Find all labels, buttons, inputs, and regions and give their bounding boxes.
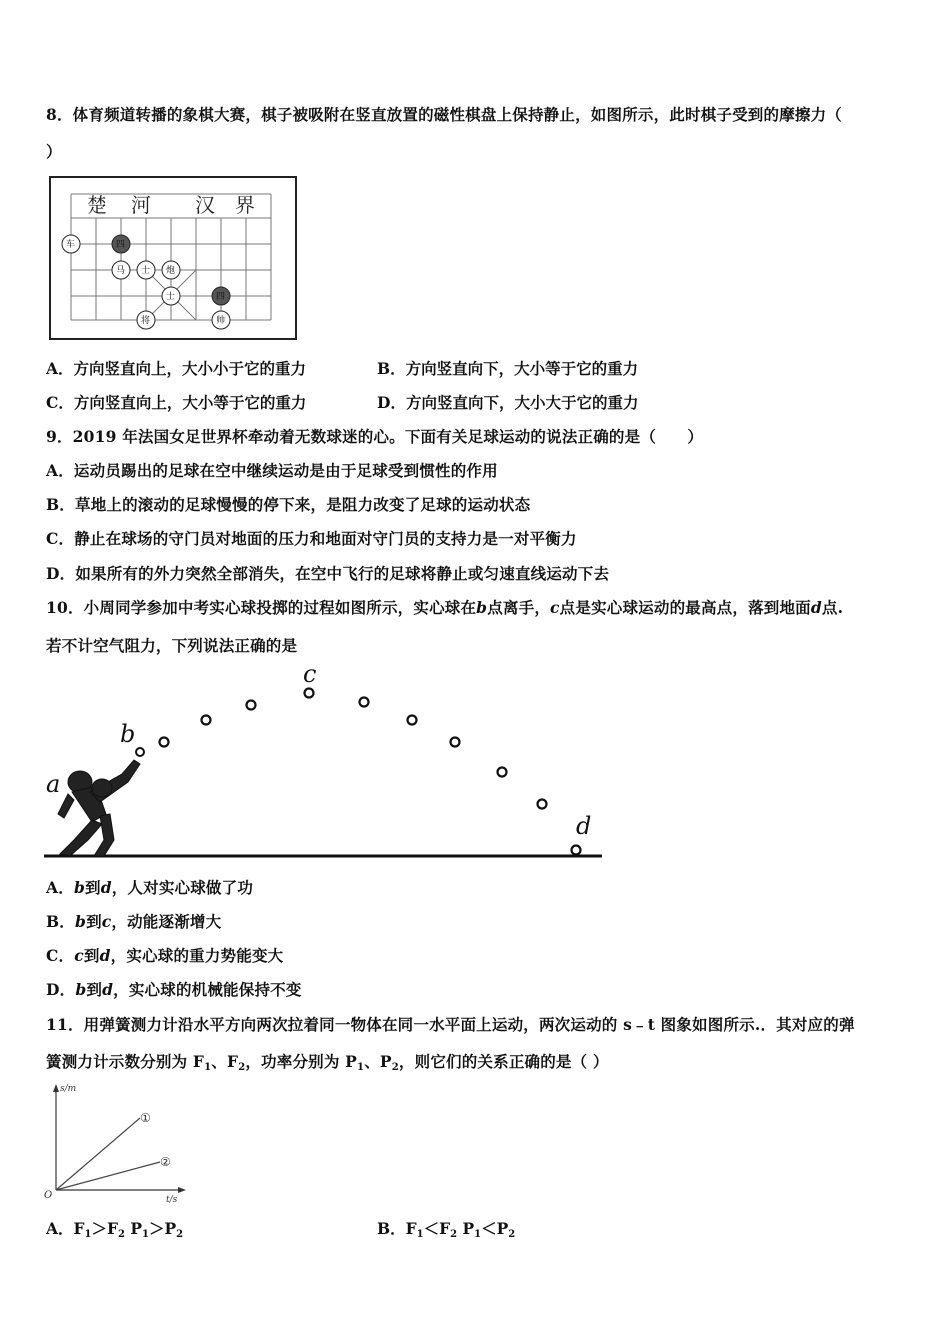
ball-position: [498, 768, 507, 777]
q8-option-d: D．方向竖直向下，大小大于它的重力: [377, 393, 639, 412]
thrower-figure: [58, 760, 140, 856]
y-axis-label: s/m: [60, 1084, 77, 1094]
chess-piece-jiang: [137, 311, 155, 329]
label-d: d: [576, 812, 592, 840]
svg-text:车: 车: [66, 240, 76, 250]
chess-piece-pao: [162, 261, 180, 279]
q8-stem-line1: 8．体育频道转播的象棋大赛，棋子被吸附在竖直放置的磁性棋盘上保持静止，如图所示，此时棋子受到的摩擦力（: [46, 105, 842, 124]
ball-position: [247, 701, 256, 710]
chess-piece-che: [62, 235, 80, 253]
ball-position: [451, 738, 460, 747]
q10-option-b: B．b到c，动能逐渐增大: [46, 912, 222, 931]
q11-option-a: A．$F_1>F_2$ $P_1>P_2$: [46, 1219, 184, 1240]
chess-piece-si-1: [112, 235, 130, 253]
ball-position: [202, 716, 211, 725]
q9-option-a: A．运动员踢出的足球在空中继续运动是由于足球受到惯性的作用: [46, 461, 498, 480]
q10-stem-line1: 10．小周同学参加中考实心球投掷的过程如图所示，实心球在b点离手，c点是实心球运动的最高点，落到地面d点.: [46, 598, 844, 617]
q8-option-b: B．方向竖直向下，大小等于它的重力: [377, 359, 639, 378]
line-2-label: ②: [160, 1155, 171, 1169]
q8-stem-line2: ）: [46, 142, 62, 161]
river-char-3: 汉: [195, 193, 215, 217]
ball-position: [360, 698, 369, 707]
label-b: b: [120, 720, 136, 748]
chess-piece-shi-2: [162, 287, 180, 305]
shot-put-figure: [44, 664, 604, 864]
river-char-4: 界: [235, 193, 255, 217]
ball-position: [572, 846, 581, 855]
q8-option-a: A．方向竖直向上，大小小于它的重力: [46, 359, 307, 378]
q9-option-d: D．如果所有的外力突然全部消失，在空中飞行的足球将静止或匀速直线运动下去: [46, 564, 610, 583]
chess-piece-si-2: [212, 287, 230, 305]
river-char-2: 河: [131, 193, 151, 217]
svg-text:帅: 帅: [216, 316, 226, 326]
chess-piece-shi-1: [137, 261, 155, 279]
svg-text:士: 士: [141, 266, 151, 276]
ball-position: [305, 689, 314, 698]
q8-option-c: C．方向竖直向上，大小等于它的重力: [46, 393, 307, 412]
svg-text:马: 马: [116, 266, 126, 276]
origin-label: O: [44, 1190, 53, 1201]
chessboard-figure: [49, 176, 297, 340]
s-t-graph: [42, 1080, 192, 1204]
q10-option-a: A．b到d，人对实心球做了功: [46, 878, 254, 897]
svg-text:士: 士: [166, 292, 176, 302]
q11-stem-line2: 簧测力计示数分别为 $F_1$、$F_2$，功率分别为 $P_1$、$P_2$，则它们的关系正确的是（ ）: [46, 1052, 609, 1073]
svg-text:四: 四: [116, 240, 126, 250]
river-char-1: 楚: [87, 193, 107, 217]
ball-position: [160, 738, 169, 747]
ball-position: [408, 716, 417, 725]
q11-stem-line1: 11．用弹簧测力计沿水平方向两次拉着同一物体在同一水平面上运动，两次运动的 s﹣t 图象如图所示.．其对应的弹: [46, 1015, 855, 1034]
q11-option-b: B．$F_1<F_2$ $P_1<P_2$: [377, 1219, 516, 1240]
q10-option-d: D．b到d，实心球的机械能保持不变: [46, 980, 302, 999]
svg-text:四: 四: [216, 292, 226, 302]
q9-stem: 9．2019 年法国女足世界杯牵动着无数球迷的心。下面有关足球运动的说法正确的是（ ）: [46, 427, 704, 446]
q10-stem-line2: 若不计空气阻力，下列说法正确的是: [46, 636, 298, 655]
svg-text:将: 将: [141, 316, 151, 326]
ball-position: [538, 800, 547, 809]
svg-text:炮: 炮: [166, 266, 176, 276]
q10-option-c: C．c到d，实心球的重力势能变大: [46, 946, 284, 965]
line-1-label: ①: [140, 1111, 151, 1125]
q9-option-c: C．静止在球场的守门员对地面的压力和地面对守门员的支持力是一对平衡力: [46, 529, 577, 548]
chess-piece-ma: [112, 261, 130, 279]
label-a: a: [46, 770, 61, 798]
x-axis-label: t/s: [166, 1195, 178, 1204]
label-c: c: [303, 664, 317, 688]
chess-piece-shuai: [212, 311, 230, 329]
q9-option-b: B．草地上的滚动的足球慢慢的停下来，是阻力改变了足球的运动状态: [46, 495, 531, 514]
